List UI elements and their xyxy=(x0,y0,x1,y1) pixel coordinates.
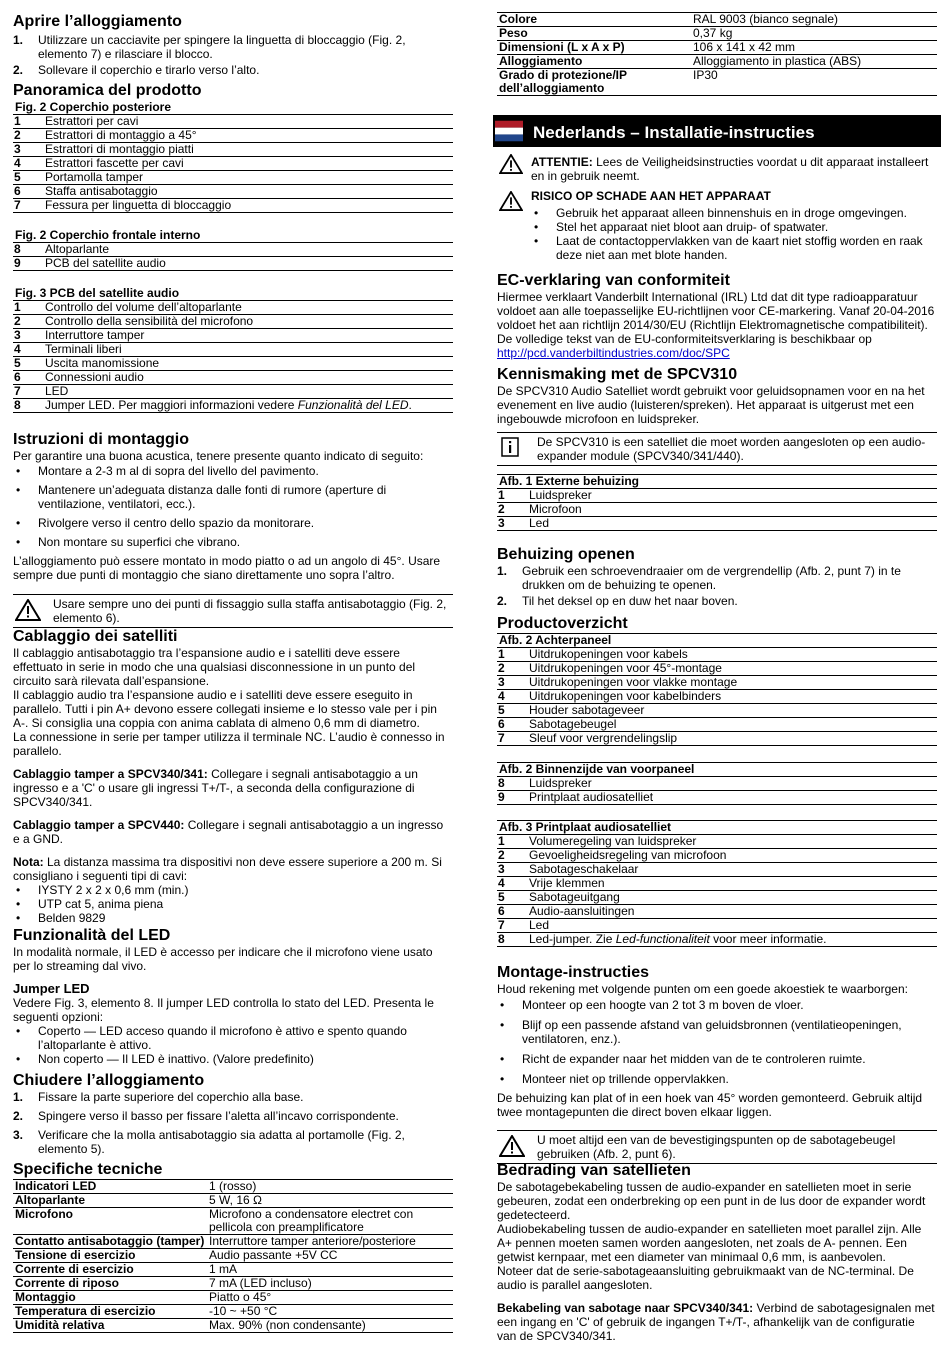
table-row: 6 Staffa antisabotaggio xyxy=(13,185,453,199)
warning-icon xyxy=(499,1135,525,1157)
attention-box: ATTENTIE: Lees de Veiligheidsinstructies voordat u dit apparaat installeert en in gebruik neemt. xyxy=(497,153,937,185)
list-item: • Monteer niet op trillende oppervlakken. xyxy=(497,1072,937,1086)
table-row: 3 Interruttore tamper xyxy=(13,329,453,343)
led-functionality-link-text: Led-functionaliteit xyxy=(615,932,710,946)
warning-box: U moet altijd een van de bevestigingspunten op de sabotagebeugel gebruiken (Afb. 2, punt 6). xyxy=(497,1130,937,1164)
afb2-back-table xyxy=(497,633,937,746)
table-row: Contatto antisabotaggio (tamper) Interruttore tamper anteriore/posteriore xyxy=(13,1235,453,1249)
risk-box xyxy=(497,189,937,262)
table-row: 4 Vrije klemmen xyxy=(497,877,937,891)
wiring-paragraph: Audiobekabeling tussen de audio-expander en satellieten moet parallel zijn. Alle A+ pennen moeten samen worden aangesloten, net zoals de A- pennen. Een getwist kernpaar, met een diameter van minimaal 0,6 mm, is aanbevolen. xyxy=(497,1222,922,1264)
info-box: De SPCV310 is een satelliet die moet worden aangesloten op een audio-expander module (SPCV340/341/440). xyxy=(497,432,937,466)
list-item: • Montare a 2-3 m al di sopra del livello del pavimento. xyxy=(13,464,453,478)
list-item: • Non coperto — Il LED è inattivo. (Valore predefinito) xyxy=(13,1052,453,1066)
overview-heading: Panoramica del prodotto xyxy=(13,82,202,99)
table-row: 2 Uitdrukopeningen voor 45°-montage xyxy=(497,662,937,676)
risk-title: RISICO OP SCHADE AAN HET APPARAAT xyxy=(531,189,771,203)
table-row: 9 PCB del satellite audio xyxy=(13,257,453,271)
table-row: 8 Led-jumper. Zie Led-functionaliteit voor meer informatie. xyxy=(497,933,937,947)
open-step-1-nl: 1. Gebruik een schroevendraaier om de vergrendellip (Afb. 2, punt 7) in te drukken om de behuizing te openen. xyxy=(497,564,901,592)
specs-heading: Specifiche tecniche xyxy=(13,1161,163,1178)
afb3-table xyxy=(497,820,937,947)
warning-icon xyxy=(499,154,523,174)
table-title: Afb. 1 Externe behuizing xyxy=(497,475,937,489)
close-step-1: 1. Fissare la parte superiore del coperchio alla base. xyxy=(13,1090,304,1104)
table-row: 5 Portamolla tamper xyxy=(13,171,453,185)
jumper-heading: Jumper LED xyxy=(13,981,90,996)
table-title: Afb. 2 Binnenzijde van voorpaneel xyxy=(497,763,937,777)
table-row: 6 Audio-aansluitingen xyxy=(497,905,937,919)
dutch-section-header xyxy=(493,115,941,147)
table-row: 6 Sabotagebeugel xyxy=(497,718,937,732)
jumper-paragraph: Vedere Fig. 3, elemento 8. Il jumper LED controlla lo stato del LED. Presenta le seguenti opzioni: xyxy=(13,996,434,1024)
close-step-3: 3. Verificare che la molla antisabotaggio sia adatta al portamolle (Fig. 2, elemento 5). xyxy=(13,1128,405,1156)
table-row: Montaggio Piatto o 45° xyxy=(13,1291,453,1305)
table-row: 5 Uscita manomissione xyxy=(13,357,453,371)
table-row: Altoparlante 5 W, 16 Ω xyxy=(13,1194,453,1208)
overview-heading-nl: Productoverzicht xyxy=(497,615,628,632)
table-row: 5 Houder sabotageveer xyxy=(497,704,937,718)
table-row: 1 Luidspreker xyxy=(497,489,937,503)
open-housing-heading-nl: Behuizing openen xyxy=(497,546,635,563)
info-icon xyxy=(501,437,519,457)
table-row: 3 Estrattori di montaggio piatti xyxy=(13,143,453,157)
mount-intro-nl: Houd rekening met volgende punten om een goede akoestiek te waarborgen: xyxy=(497,982,908,996)
list-item: • Monteer op een hoogte van 2 tot 3 m boven de vloer. xyxy=(497,998,937,1012)
tamper-440-paragraph: Cablaggio tamper a SPCV440: Collegare i segnali antisabotaggio a un ingresso e a GND. xyxy=(13,818,444,846)
table-row: 1 Volumeregeling van luidspreker xyxy=(497,835,937,849)
table-row: Indicatori LED 1 (rosso) xyxy=(13,1180,453,1194)
list-item: • Richt de expander naar het midden van de te controleren ruimte. xyxy=(497,1052,937,1066)
table-row: Umidità relativa Max. 90% (non condensante) xyxy=(13,1319,453,1333)
table-row: Temperatura di esercizio -10 ~ +50 °C xyxy=(13,1305,453,1319)
table-row: Peso 0,37 kg xyxy=(497,27,937,41)
wiring-paragraph: Il cablaggio audio tra l’espansione audio e i satelliti deve essere eseguito in parallelo. Tutti i pin A+ devono essere collegati insieme e lo stesso vale per i pin A-. Si consiglia una coppia con anima cablata di almeno 0,6 mm di diametro. xyxy=(13,688,437,730)
table-row: 1 Uitdrukopeningen voor kabels xyxy=(497,648,937,662)
list-item: • UTP cat 5, anima piena xyxy=(13,897,453,911)
open-housing-heading: Aprire l’alloggiamento xyxy=(13,13,182,30)
list-item: • IYSTY 2 x 2 x 0,6 mm (min.) xyxy=(13,883,453,897)
mount-note: L’alloggiamento può essere montato in modo piatto o ad un angolo di 45°. Usare sempre due punti di montaggio che siano direttamente uno sopra l’altro. xyxy=(13,554,441,582)
specs-table-continued xyxy=(497,12,937,96)
list-item: • Blijf op een passende afstand van geluidsbronnen (ventilatieopeningen, ventilatoren, enz.). xyxy=(497,1018,937,1046)
fig3-table xyxy=(13,287,453,413)
table-row: 2 Controllo della sensibilità del microfono xyxy=(13,315,453,329)
tamper-341-paragraph: Cablaggio tamper a SPCV340/341: Collegare i segnali antisabotaggio a un ingresso e a 'C' o usare gli ingressi T+/T-, a seconda della configurazione di SPCV340/341. xyxy=(13,767,418,809)
table-title: Fig. 3 PCB del satellite audio xyxy=(13,287,453,301)
mount-heading-nl: Montage-instructies xyxy=(497,964,650,981)
open-step-2: 2. Sollevare il coperchio e tirarlo verso l’alto. xyxy=(13,63,260,77)
netherlands-flag-icon xyxy=(495,120,523,142)
table-row: 9 Printplaat audiosatelliet xyxy=(497,791,937,805)
table-row: 8 Luidspreker xyxy=(497,777,937,791)
intro-heading: Kennismaking met de SPCV310 xyxy=(497,366,738,383)
tamper-paragraph-nl: Bekabeling van sabotage naar SPCV340/341: Verbind de sabotagesignalen met een ingang en 'C' of gebruik de ingangen T+/T-, afhankelijk van de configuratie van de SPCV340/341. xyxy=(497,1301,935,1343)
mount-note-nl: De behuizing kan plat of in een hoek van 45° worden gemonteerd. Gebruik altijd twee montagepunten die direct boven elkaar liggen. xyxy=(497,1091,923,1119)
wiring-paragraph: De sabotagebekabeling tussen de audio-expander en satellieten moet in serie gebeuren, zodat een onderbreking op een punt in de lus door de expander wordt gedetecteerd. xyxy=(497,1180,926,1222)
table-row: Grado di protezione/IP dell’alloggiamento IP30 xyxy=(497,69,937,96)
table-row: 2 Gevoeligheidsregeling van microfoon xyxy=(497,849,937,863)
section-title: Nederlands – Installatie-instructies xyxy=(533,123,815,142)
close-step-2: 2. Spingere verso il basso per fissare l’aletta all’incavo corrispondente. xyxy=(13,1109,399,1123)
table-row: 7 Fessura per linguetta di bloccaggio xyxy=(13,199,453,213)
list-item: • Laat de contactoppervlakken van de kaart niet stoffig worden en raak deze niet aan met blote handen. xyxy=(531,234,937,262)
list-item: • Rivolgere verso il centro dello spazio da monitorare. xyxy=(13,516,453,530)
open-step-2-nl: 2. Til het deksel op en duw het naar boven. xyxy=(497,594,738,608)
table-title: Fig. 2 Coperchio frontale interno xyxy=(13,229,453,243)
table-row: 2 Microfoon xyxy=(497,503,937,517)
mount-intro: Per garantire una buona acustica, tenere presente quanto indicato di seguito: xyxy=(13,449,424,463)
table-row: 7 LED xyxy=(13,385,453,399)
close-housing-heading: Chiudere l’alloggiamento xyxy=(13,1072,205,1089)
list-item: • Belden 9829 xyxy=(13,911,453,925)
led-heading: Funzionalità del LED xyxy=(13,927,171,944)
table-row: 3 Led xyxy=(497,517,937,531)
warning-icon xyxy=(499,191,523,211)
intro-paragraph: De SPCV310 Audio Satelliet wordt gebruikt voor geluidsopnamen voor en na het evenement en live audio (luisteren/spreken). Het apparaat is uitgerust met een ingebouwde microfoon en luidspreker. xyxy=(497,384,925,426)
table-row: 1 Controllo del volume dell’altoparlante xyxy=(13,301,453,315)
column-divider xyxy=(478,0,479,1369)
table-row: Tensione di esercizio Audio passante +5V CC xyxy=(13,1249,453,1263)
wiring-heading-nl: Bedrading van satellieten xyxy=(497,1162,691,1179)
ec-heading: EC-verklaring van conformiteit xyxy=(497,272,730,289)
open-step-1: 1. Utilizzare un cacciavite per spingere la linguetta di bloccaggio (Fig. 2, elemento 7) e rilasciare il blocco. xyxy=(13,33,406,61)
wiring-paragraph: Il cablaggio antisabotaggio tra l’espansione audio e i satelliti deve essere effettuato in serie in modo che una qualsiasi disconnessione in un punto del circuito sarà rilevata dall’espansione. xyxy=(13,646,416,688)
doc-link[interactable]: http://pcd.vanderbiltindustries.com/doc/SPC xyxy=(497,346,730,360)
table-row: 5 Sabotageuitgang xyxy=(497,891,937,905)
table-row: Corrente di riposo 7 mA (LED incluso) xyxy=(13,1277,453,1291)
table-row: Dimensioni (L x A x P) 106 x 141 x 42 mm xyxy=(497,41,937,55)
table-row: 2 Estrattori di montaggio a 45° xyxy=(13,129,453,143)
table-row: 3 Uitdrukopeningen voor vlakke montage xyxy=(497,676,937,690)
table-row: 1 Estrattori per cavi xyxy=(13,115,453,129)
wiring-heading: Cablaggio dei satelliti xyxy=(13,628,178,645)
table-row: 4 Uitdrukopeningen voor kabelbinders xyxy=(497,690,937,704)
afb2-front-table xyxy=(497,762,937,805)
table-row: 3 Sabotageschakelaar xyxy=(497,863,937,877)
led-paragraph: In modalità normale, il LED è accesso per indicare che il microfono viene usato per lo streaming dal vivo. xyxy=(13,945,433,973)
specs-table xyxy=(13,1179,453,1333)
list-item: • Non montare su superfici che vibrano. xyxy=(13,535,453,549)
table-row: 8 Jumper LED. Per maggiori informazioni vedere Funzionalità del LED. xyxy=(13,399,453,413)
afb1-table xyxy=(497,474,937,531)
warning-box: Usare sempre uno dei punti di fissaggio sulla staffa antisabotaggio (Fig. 2, elemento 6). xyxy=(13,594,453,628)
list-item: • Mantenere un’adeguata distanza dalle fonti di rumore (aperture di ventilazione, ventilatori, ecc.). xyxy=(13,483,453,511)
list-item: • Coperto — LED acceso quando il microfono è attivo e spento quando l’altoparlante è attivo. xyxy=(13,1024,453,1052)
table-title: Afb. 2 Achterpaneel xyxy=(497,634,937,648)
table-row: 7 Led xyxy=(497,919,937,933)
fig2-back-table xyxy=(13,101,453,213)
table-row: Microfono Microfono a condensatore electret con pellicola con preamplificatore xyxy=(13,1208,453,1235)
table-row: Colore RAL 9003 (bianco segnale) xyxy=(497,13,937,27)
mount-heading: Istruzioni di montaggio xyxy=(13,431,189,448)
table-row: Alloggiamento Alloggiamento in plastica (ABS) xyxy=(497,55,937,69)
table-row: Corrente di esercizio 1 mA xyxy=(13,1263,453,1277)
table-row: 8 Altoparlante xyxy=(13,243,453,257)
note-paragraph: Nota: La distanza massima tra dispositivi non deve essere superiore a 200 m. Si consigliano i seguenti tipi di cavi: xyxy=(13,855,442,883)
wiring-paragraph: Noteer dat de serie-sabotageaansluiting gebruikmaakt van de NC-terminal. De audio is parallel aangesloten. xyxy=(497,1264,914,1292)
table-row: 6 Connessioni audio xyxy=(13,371,453,385)
warning-icon xyxy=(15,599,41,621)
ec-paragraph: Hiermee verklaart Vanderbilt International (IRL) Ltd dat dit type radioapparatuur voldoet aan alle toepasselijke EU-richtlijnen voor CE-markering. Vanaf 20-04-2016 voldoet het aan richtlijn 2014/30/EU (Richtlijn Elektromagnetische compatibiliteit). De volledige tekst van de EU-conformiteitsverklaring is beschikbaar op xyxy=(497,290,935,346)
table-row: 4 Estrattori fascette per cavi xyxy=(13,157,453,171)
table-row: 7 Sleuf voor vergrendelingslip xyxy=(497,732,937,746)
list-item: • Stel het apparaat niet bloot aan druip- of spatwater. xyxy=(531,220,937,234)
table-row: 4 Terminali liberi xyxy=(13,343,453,357)
table-title: Fig. 2 Coperchio posteriore xyxy=(13,101,453,115)
list-item: • Gebruik het apparaat alleen binnenshuis en in droge omgevingen. xyxy=(531,206,937,220)
wiring-paragraph: La connessione in serie per tamper utilizza il terminale NC. L’audio è connesso in parallelo. xyxy=(13,730,445,758)
table-title: Afb. 3 Printplaat audiosatelliet xyxy=(497,821,937,835)
fig2-front-table xyxy=(13,229,453,271)
led-functionality-link-text: Funzionalità del LED xyxy=(297,398,409,412)
